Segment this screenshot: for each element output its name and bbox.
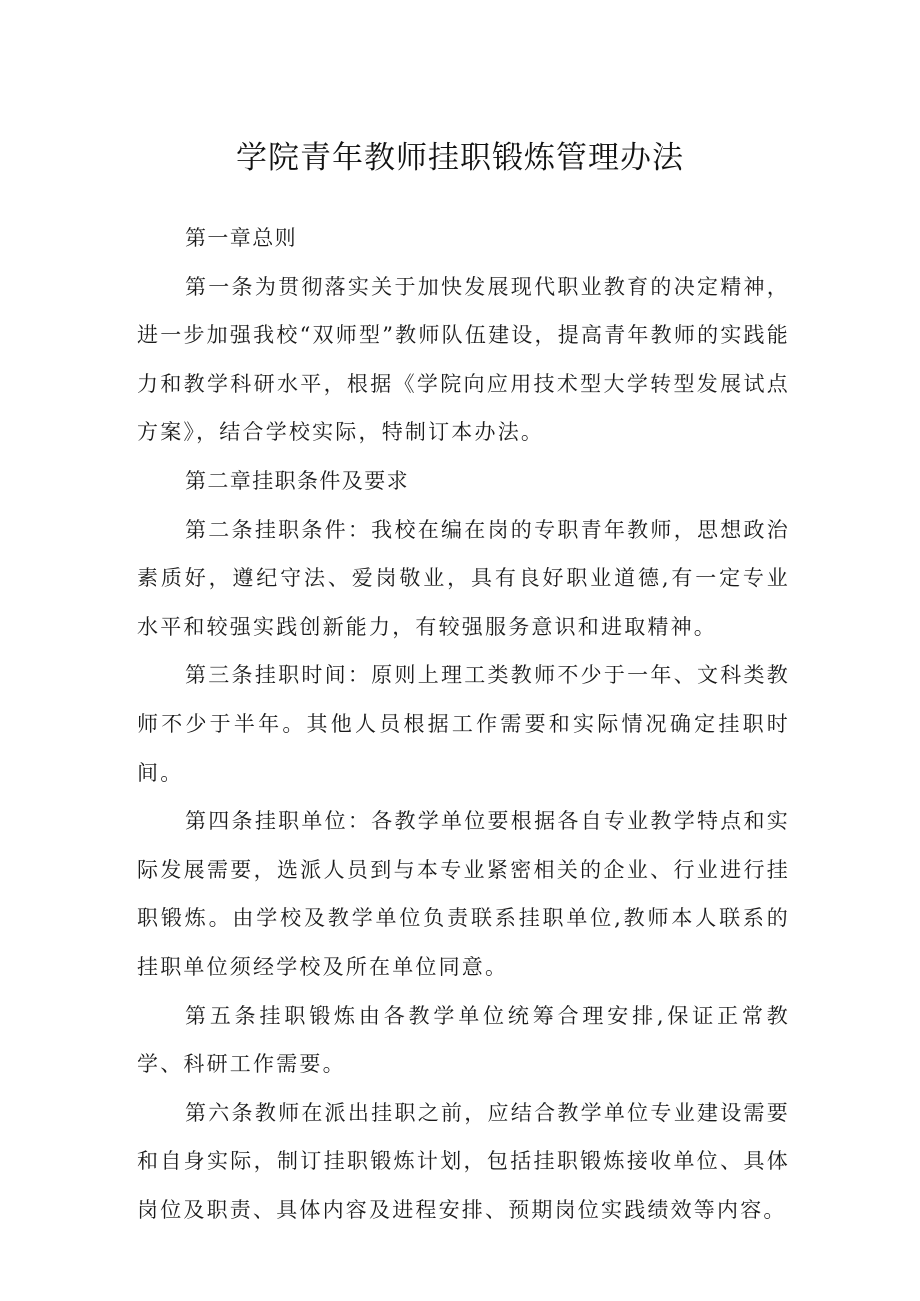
- article-4-paragraph: 第四条挂职单位：各教学单位要根据各自专业教学特点和实际发展需要，选派人员到与本专业紧密相关的企业、行业进行挂职锻炼。由学校及教学单位负责联系挂职单位,教师本人联系的挂职单位须经学校及所在单位同意。: [137, 809, 790, 979]
- document-body: [137, 214, 790, 1234]
- article-2-paragraph: 第二条挂职条件：我校在编在岗的专职青年教师，思想政治素质好，遵纪守法、爱岗敬业，具有良好职业道德,有一定专业水平和较强实践创新能力，有较强服务意识和进取精神。: [137, 517, 790, 639]
- chapter-1-heading: 第一章总则: [185, 226, 297, 250]
- article-6-paragraph: 第六条教师在派出挂职之前，应结合教学单位专业建设需要和自身实际，制订挂职锻炼计划，包括挂职锻炼接收单位、具体岗位及职责、具体内容及进程安排、预期岗位实践绩效等内容。: [137, 1100, 790, 1222]
- article-5-paragraph: 第五条挂职锻炼由各教学单位统筹合理安排,保证正常教学、科研工作需要。: [137, 1003, 790, 1077]
- chapter-2-heading: 第二章挂职条件及要求: [185, 468, 409, 493]
- document-title: 学院青年教师挂职锻炼管理办法: [236, 140, 684, 176]
- article-1-paragraph: 第一条为贯彻落实关于加快发展现代职业教育的决定精神，进一步加强我校“双师型”教师队伍建设，提高青年教师的实践能力和教学科研水平，根据《学院向应用技术型大学转型发展试点方案》，结合学校实际，特制订本办法。: [137, 274, 790, 445]
- article-3-paragraph: 第三条挂职时间：原则上理工类教师不少于一年、文科类教师不少于半年。其他人员根据工作需要和实际情况确定挂职时间。: [137, 663, 790, 785]
